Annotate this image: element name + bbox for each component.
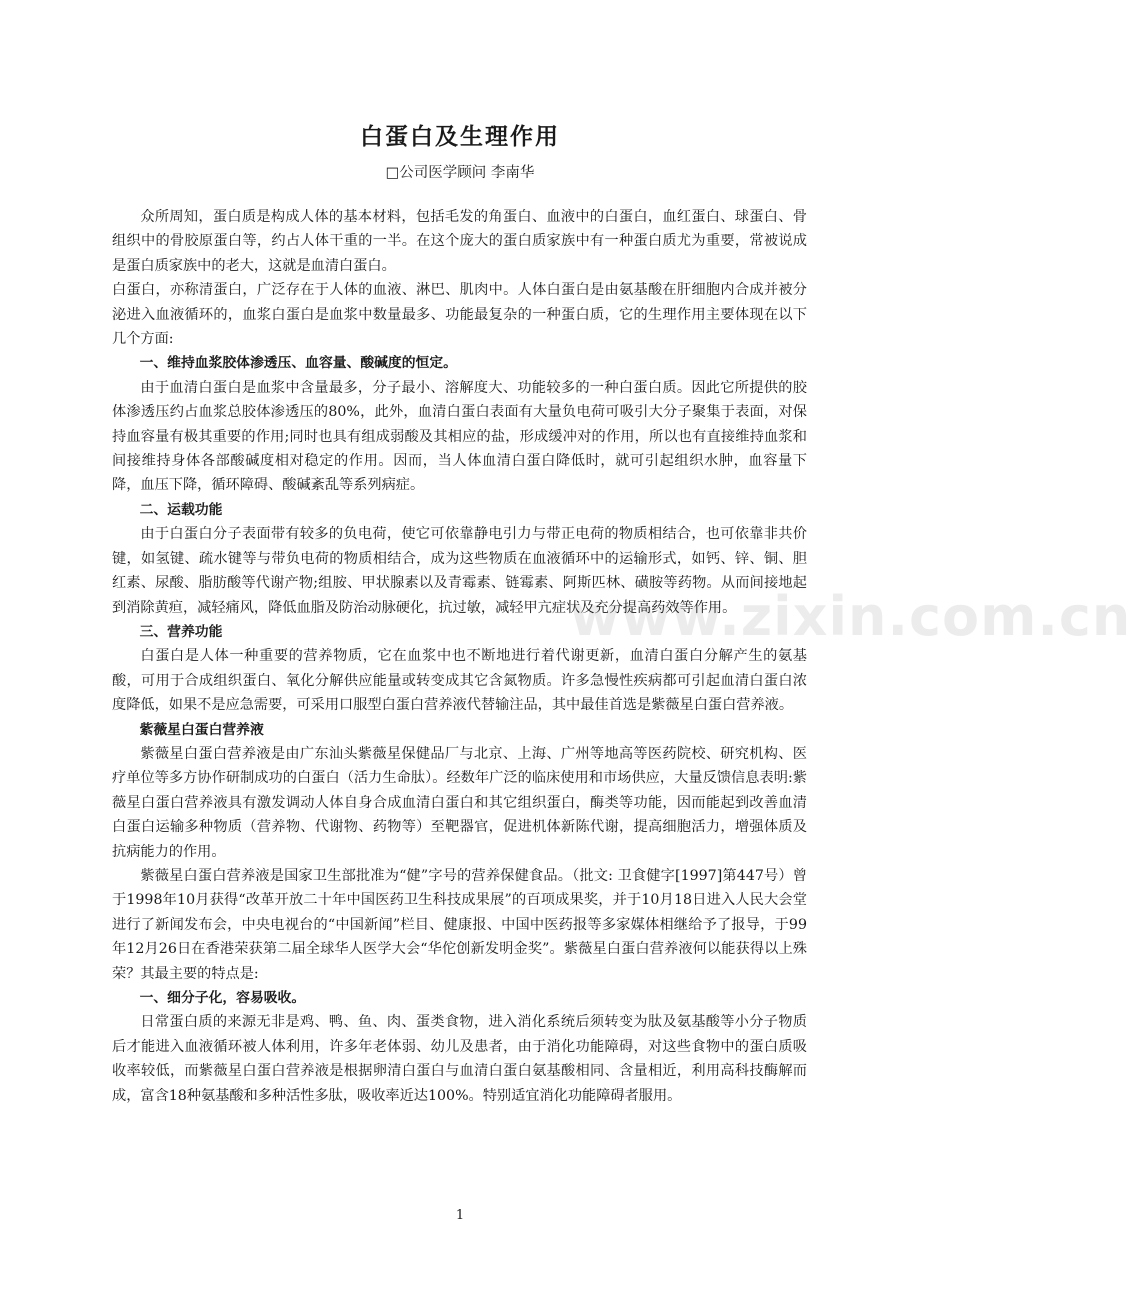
paragraph-definition: 白蛋白，亦称清蛋白，广泛存在于人体的血液、淋巴、肌肉中。人体白蛋白是由氨基酸在肝细胞内合成并被分泌进入血液循环的，血浆白蛋白是血浆中数量最多、功能最复杂的一种蛋白质，它的生理作用主要体现在以下几个方面: [112, 282, 807, 348]
document-body [112, 205, 807, 1108]
author-line: □公司医学顾问 李南华 [385, 165, 535, 181]
page-title: 白蛋白及生理作用 [360, 124, 560, 150]
paragraph-transport: 由于白蛋白分子表面带有较多的负电荷，使它可依靠静电引力与带正电荷的物质相结合，也可依靠非共价键，如氢键、疏水键等与带负电荷的物质相结合，成为这些物质在血液循环中的运输形式，如钙、锌、铜、胆红素、尿酸、脂肪酸等代谢产物;组胺、甲状腺素以及青霉素、链霉素、阿斯匹林、磺胺等药物。从而间接地起到消除黄疸，减轻痛风，降低血脂及防治动脉硬化，抗过敏，减轻甲亢症状及充分提高药效等作用。 [112, 526, 807, 616]
paragraph-osmotic: 由于血清白蛋白是血浆中含量最多，分子最小、溶解度大、功能较多的一种白蛋白质。因此它所提供的胶体渗透压约占血浆总胶体渗透压的80%，此外，血清白蛋白表面有大量负电荷可吸引大分子聚集于表面，对保持血容量有极其重要的作用;同时也具有组成弱酸及其相应的盐，形成缓冲对的作用，所以也有直接维持血浆和间接维持身体各部酸碱度相对稳定的作用。因而，当人体血清白蛋白降低时，就可引起组织水肿，血容量下降，血压下降，循环障碍、酸碱紊乱等系列病症。 [112, 379, 807, 494]
paragraph-product-awards: 紫薇星白蛋白营养液是国家卫生部批准为“健”字号的营养保健食品。（批文: 卫食健字[1997]第447号）曾于1998年10月获得“改革开放二十年中国医药卫生科技成果展”的百项成果奖，并于10月18日进入人民大会堂进行了新闻发布会，中央电视台的“中国新闻”栏目、健康报、中国中医药报等多家媒体相继给予了报导，于99年12月26日在香港荣获第二届全球华人医学大会“华佗创新发明金奖”。紫薇星白蛋白营养液何以能获得以上殊荣？其最主要的特点是: [112, 867, 807, 982]
paragraph-nutrition: 白蛋白是人体一种重要的营养物质，它在血浆中也不断地进行着代谢更新，血清白蛋白分解产生的氨基酸，可用于合成组织蛋白、氧化分解供应能量或转变成其它含氮物质。许多急慢性疾病都可引起血清白蛋白浓度降低，如果不是应急需要，可采用口服型白蛋白营养液代替输注品，其中最佳首选是紫薇星白蛋白营养液。 [112, 648, 807, 714]
section-heading-2: 二、运载功能 [139, 501, 223, 518]
page-number: 1 [455, 1208, 465, 1223]
watermark: www.zixin.com.cn [570, 585, 1131, 648]
section-heading-3: 三、营养功能 [139, 623, 223, 640]
paragraph-intro: 众所周知，蛋白质是构成人体的基本材料，包括毛发的角蛋白、血液中的白蛋白，血红蛋白、球蛋白、骨组织中的骨胶原蛋白等，约占人体干重的一半。在这个庞大的蛋白质家族中有一种蛋白质尤为重要，常被说成是蛋白质家族中的老大，这就是血清白蛋白。 [112, 209, 807, 274]
section-heading-product: 紫薇星白蛋白营养液 [139, 721, 264, 738]
paragraph-product-intro: 紫薇星白蛋白营养液是由广东汕头紫薇星保健品厂与北京、上海、广州等地高等医药院校、研究机构、医疗单位等多方协作研制成功的白蛋白（活力生命肽）。经数年广泛的临床使用和市场供应，大量反馈信息表明:紫薇星白蛋白营养液具有激发调动人体自身合成血清白蛋白和其它组织蛋白，酶类等功能，因而能起到改善血清白蛋白运输多种物质（营养物、代谢物、药物等）至靶器官，促进机体新陈代谢，提高细胞活力，增强体质及抗病能力的作用。 [112, 745, 807, 860]
section-heading-feature-1: 一、细分子化，容易吸收。 [139, 990, 306, 1006]
paragraph-absorption: 日常蛋白质的来源无非是鸡、鸭、鱼、肉、蛋类食物，进入消化系统后须转变为肽及氨基酸等小分子物质后才能进入血液循环被人体利用，许多年老体弱、幼儿及患者，由于消化功能障碍，对这些食物中的蛋白质吸收率较低，而紫薇星白蛋白营养液是根据卵清白蛋白与血清白蛋白氨基酸相同、含量相近，利用高科技酶解而成，富含18种氨基酸和多种活性多肽，吸收率近达100%。特别适宜消化功能障碍者服用。 [112, 1014, 807, 1104]
section-heading-1: 一、维持血浆胶体渗透压、血容量、酸碱度的恒定。 [139, 355, 457, 372]
